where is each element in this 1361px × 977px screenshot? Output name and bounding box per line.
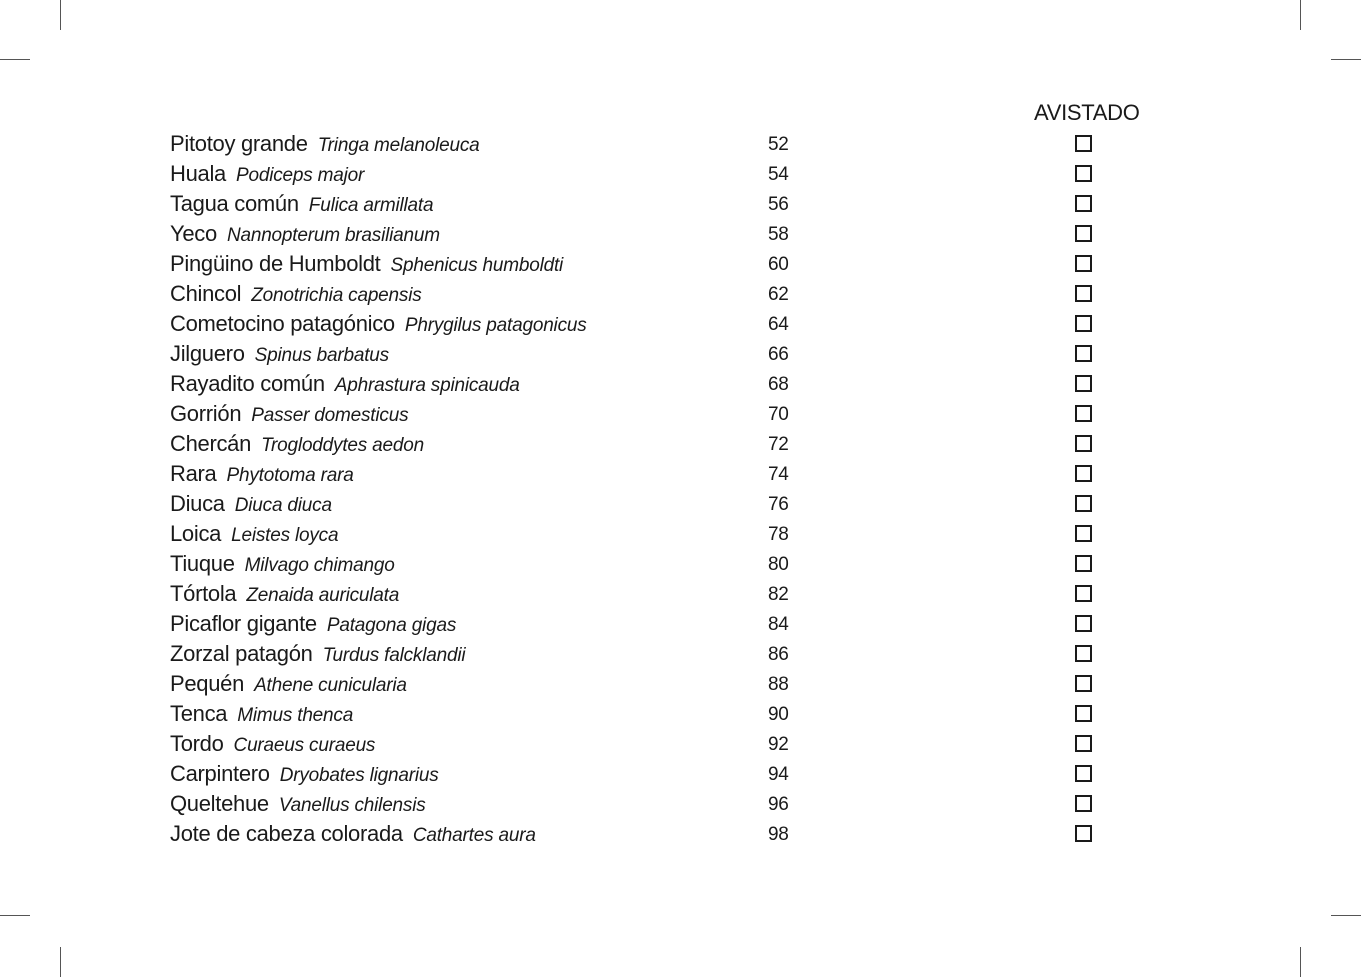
bird-page-number: 86 [768, 644, 789, 665]
bird-scientific-name: Zenaida auriculata [246, 585, 400, 606]
bird-scientific-name: Phytotoma rara [226, 465, 354, 486]
bird-names [170, 791, 426, 817]
bird-scientific-name: Dryobates lignarius [279, 765, 439, 786]
bird-scientific-name: Fulica armillata [308, 195, 434, 216]
bird-names [170, 251, 563, 277]
sighted-checkbox[interactable] [1075, 765, 1092, 782]
crop-mark-top-left-vertical [60, 0, 61, 30]
bird-row [170, 399, 1170, 429]
bird-scientific-name: Phrygilus patagonicus [404, 315, 587, 336]
bird-page-number: 92 [768, 734, 789, 755]
bird-checklist [170, 129, 1170, 849]
bird-names [170, 161, 364, 187]
sighted-checkbox[interactable] [1075, 195, 1092, 212]
bird-row [170, 309, 1170, 339]
bird-names [170, 581, 399, 607]
bird-scientific-name: Milvago chimango [244, 555, 395, 576]
sighted-checkbox[interactable] [1075, 585, 1092, 602]
bird-common-name: Pequén [170, 671, 245, 696]
crop-mark-bottom-right-vertical [1300, 947, 1301, 977]
bird-common-name: Pingüino de Humboldt [170, 251, 381, 276]
bird-row [170, 819, 1170, 849]
sighted-checkbox[interactable] [1075, 255, 1092, 272]
bird-row [170, 159, 1170, 189]
bird-row [170, 279, 1170, 309]
bird-scientific-name: Trogloddytes aedon [261, 435, 425, 456]
bird-page-number: 90 [768, 704, 789, 725]
sighted-checkbox[interactable] [1075, 405, 1092, 422]
bird-names [170, 401, 408, 427]
bird-scientific-name: Spinus barbatus [254, 345, 389, 366]
bird-row [170, 699, 1170, 729]
bird-names [170, 521, 338, 547]
bird-names [170, 701, 353, 727]
bird-page-number: 76 [768, 494, 789, 515]
bird-row [170, 459, 1170, 489]
bird-common-name: Rayadito común [170, 371, 325, 396]
bird-common-name: Jote de cabeza colorada [170, 821, 403, 846]
bird-names [170, 671, 407, 697]
bird-scientific-name: Diuca diuca [234, 495, 332, 516]
bird-row [170, 579, 1170, 609]
bird-page-number: 54 [768, 164, 789, 185]
bird-page-number: 94 [768, 764, 789, 785]
bird-row [170, 489, 1170, 519]
bird-names [170, 311, 587, 337]
sighted-checkbox[interactable] [1075, 345, 1092, 362]
bird-scientific-name: Zonotrichia capensis [251, 285, 422, 306]
bird-common-name: Tagua común [170, 191, 299, 216]
bird-common-name: Gorrión [170, 401, 242, 426]
bird-page-number: 58 [768, 224, 789, 245]
bird-scientific-name: Aphrastura spinicauda [334, 375, 520, 396]
bird-scientific-name: Mimus thenca [237, 705, 354, 726]
sighted-checkbox[interactable] [1075, 375, 1092, 392]
bird-scientific-name: Podiceps major [235, 165, 365, 186]
bird-row [170, 639, 1170, 669]
bird-page-number: 84 [768, 614, 789, 635]
sighted-checkbox[interactable] [1075, 165, 1092, 182]
crop-mark-top-left-horizontal [0, 59, 30, 60]
bird-row [170, 369, 1170, 399]
bird-scientific-name: Sphenicus humboldti [390, 255, 564, 276]
bird-page-number: 80 [768, 554, 789, 575]
bird-names [170, 491, 332, 517]
bird-common-name: Tordo [170, 731, 224, 756]
bird-row [170, 339, 1170, 369]
bird-scientific-name: Turdus falcklandii [322, 645, 466, 666]
bird-common-name: Tenca [170, 701, 228, 726]
bird-page-number: 70 [768, 404, 789, 425]
bird-row [170, 429, 1170, 459]
sighted-checkbox[interactable] [1075, 525, 1092, 542]
sighted-checkbox[interactable] [1075, 495, 1092, 512]
bird-page-number: 62 [768, 284, 789, 305]
bird-page-number: 64 [768, 314, 789, 335]
bird-names [170, 221, 440, 247]
bird-scientific-name: Passer domesticus [251, 405, 409, 426]
bird-page-number: 66 [768, 344, 789, 365]
bird-common-name: Tiuque [170, 551, 235, 576]
bird-common-name: Tórtola [170, 581, 237, 606]
bird-common-name: Chercán [170, 431, 252, 456]
bird-row [170, 189, 1170, 219]
bird-names [170, 641, 465, 667]
bird-common-name: Chincol [170, 281, 242, 306]
bird-page-number: 78 [768, 524, 789, 545]
bird-names [170, 761, 439, 787]
bird-page-number: 68 [768, 374, 789, 395]
bird-scientific-name: Nannopterum brasilianum [226, 225, 440, 246]
bird-common-name: Huala [170, 161, 226, 186]
bird-scientific-name: Tringa melanoleuca [317, 135, 480, 156]
bird-common-name: Rara [170, 461, 217, 486]
bird-names [170, 461, 354, 487]
bird-scientific-name: Patagona gigas [326, 615, 457, 636]
bird-names [170, 191, 433, 217]
bird-names [170, 371, 520, 397]
bird-row [170, 129, 1170, 159]
bird-common-name: Picaflor gigante [170, 611, 317, 636]
sighted-checkbox[interactable] [1075, 645, 1092, 662]
bird-names [170, 281, 422, 307]
bird-common-name: Queltehue [170, 791, 269, 816]
bird-common-name: Diuca [170, 491, 225, 516]
bird-common-name: Yeco [170, 221, 217, 246]
bird-scientific-name: Leistes loyca [231, 525, 339, 546]
bird-scientific-name: Curaeus curaeus [233, 735, 376, 756]
bird-row [170, 669, 1170, 699]
sighted-checkbox[interactable] [1075, 675, 1092, 692]
bird-common-name: Pitotoy grande [170, 131, 308, 156]
bird-scientific-name: Cathartes aura [412, 825, 536, 846]
bird-common-name: Loica [170, 521, 222, 546]
bird-row [170, 519, 1170, 549]
avistado-header: AVISTADO [1034, 100, 1140, 125]
bird-page-number: 88 [768, 674, 789, 695]
bird-row [170, 249, 1170, 279]
bird-scientific-name: Athene cunicularia [254, 675, 407, 696]
bird-row [170, 549, 1170, 579]
sighted-checkbox[interactable] [1075, 795, 1092, 812]
crop-mark-bottom-left-vertical [60, 947, 61, 977]
bird-names [170, 731, 375, 757]
sighted-checkbox[interactable] [1075, 555, 1092, 572]
bird-common-name: Zorzal patagón [170, 641, 313, 666]
bird-page-number: 56 [768, 194, 789, 215]
bird-common-name: Cometocino patagónico [170, 311, 395, 336]
crop-mark-top-right-horizontal [1331, 59, 1361, 60]
sighted-checkbox[interactable] [1075, 315, 1092, 332]
bird-page-number: 74 [768, 464, 789, 485]
sighted-checkbox[interactable] [1075, 225, 1092, 242]
bird-row [170, 609, 1170, 639]
sighted-checkbox[interactable] [1075, 735, 1092, 752]
bird-page-number: 72 [768, 434, 789, 455]
sighted-checkbox[interactable] [1075, 615, 1092, 632]
bird-names [170, 431, 424, 457]
bird-names [170, 821, 536, 847]
bird-common-name: Jilguero [170, 341, 245, 366]
bird-scientific-name: Vanellus chilensis [278, 795, 426, 816]
crop-mark-top-right-vertical [1300, 0, 1301, 30]
bird-row [170, 789, 1170, 819]
sighted-checkbox[interactable] [1075, 465, 1092, 482]
crop-mark-bottom-left-horizontal [0, 915, 30, 916]
bird-names [170, 551, 395, 577]
bird-page-number: 60 [768, 254, 789, 275]
bird-page-number: 96 [768, 794, 789, 815]
bird-row [170, 759, 1170, 789]
sighted-checkbox[interactable] [1075, 825, 1092, 842]
bird-names [170, 611, 456, 637]
sighted-checkbox[interactable] [1075, 435, 1092, 452]
bird-page-number: 52 [768, 134, 789, 155]
bird-common-name: Carpintero [170, 761, 270, 786]
sighted-checkbox[interactable] [1075, 705, 1092, 722]
bird-row [170, 729, 1170, 759]
bird-row [170, 219, 1170, 249]
bird-page-number: 82 [768, 584, 789, 605]
bird-names [170, 341, 389, 367]
bird-names [170, 131, 480, 157]
sighted-checkbox[interactable] [1075, 285, 1092, 302]
sighted-checkbox[interactable] [1075, 135, 1092, 152]
bird-page-number: 98 [768, 824, 789, 845]
crop-mark-bottom-right-horizontal [1331, 915, 1361, 916]
